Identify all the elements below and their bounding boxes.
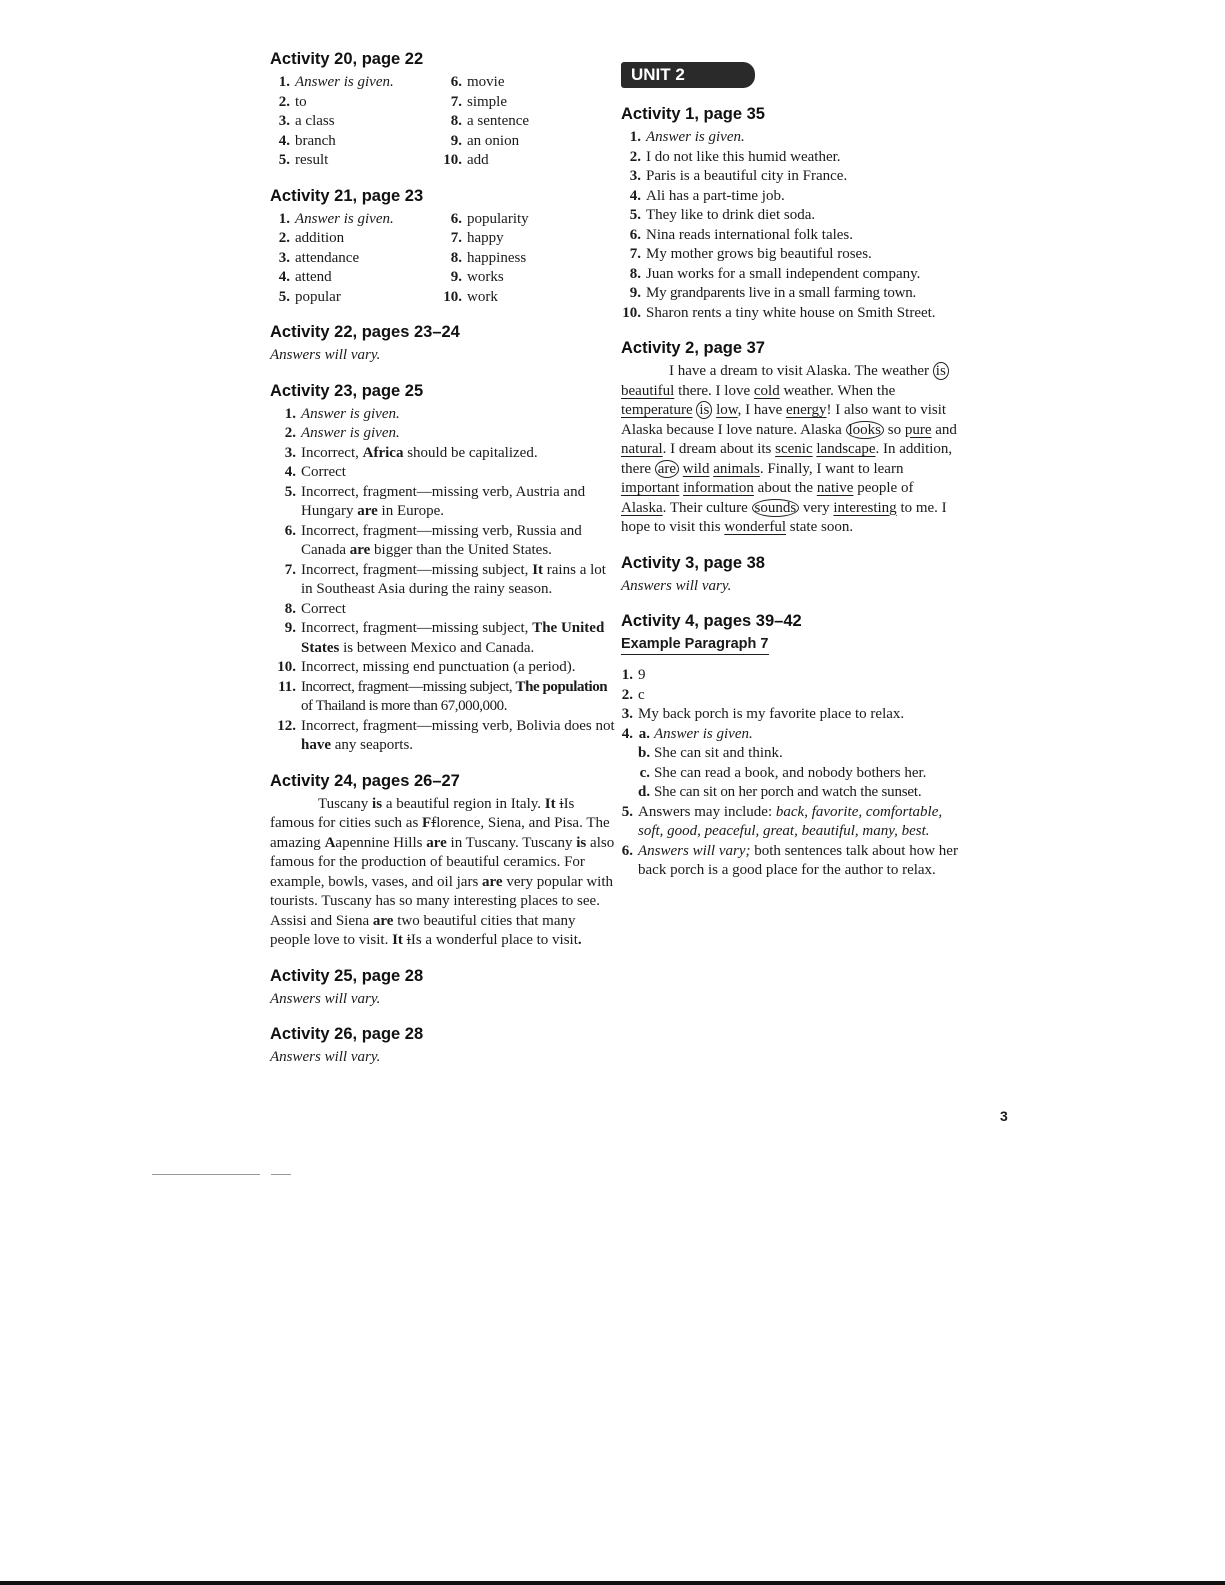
activity-22 (270, 321, 615, 366)
divider (152, 1174, 260, 1175)
answer-grid (270, 73, 615, 171)
answer-column (270, 210, 442, 308)
activity-2 (621, 337, 961, 538)
unit-banner: UNIT 2 (621, 62, 755, 88)
answer-text: Answers will vary. (270, 1049, 381, 1065)
example-paragraph-heading: Example Paragraph 7 (621, 636, 769, 655)
activity-3 (621, 552, 961, 597)
list-item: 12. Incorrect, fragment—missing verb, Bolivia does not have any seaports. (277, 717, 615, 753)
activity-heading: Activity 24, pages 26–27 (270, 771, 460, 790)
activity-25 (270, 965, 615, 1010)
activity-1 (621, 103, 961, 323)
list-item: 8. happiness (450, 249, 527, 266)
answer-text: Answers will vary. (270, 990, 381, 1007)
activity-21 (270, 185, 615, 308)
list-item: 10. Sharon rents a tiny white house on Smith Street. (622, 304, 936, 321)
list-item: 6. popularity (450, 210, 529, 227)
list-item: 6. Incorrect, fragment—missing verb, Russia and Canada are bigger than the United States. (284, 522, 582, 558)
activity-24 (270, 770, 615, 951)
list-item: 10. Incorrect, missing end punctuation (a period). (277, 659, 576, 675)
list-item: 1. Answer is given. (278, 210, 394, 227)
list-item: 3. attendance (278, 249, 360, 266)
list-item: 3. Incorrect, Africa should be capitalized. (284, 444, 538, 461)
list-item: 3. a class (278, 113, 335, 129)
left-column (270, 48, 615, 1082)
answer-column (270, 73, 442, 171)
activity-heading: Activity 20, page 22 (270, 50, 424, 68)
answer-grid (270, 210, 615, 308)
list-item: 10. add (443, 152, 489, 168)
list-item: 9. My grandparents live in a small farming town. (629, 285, 917, 301)
answer-column (442, 210, 529, 308)
list-item: 6. movie (450, 74, 505, 90)
list-item: 2. addition (278, 230, 345, 246)
list-item: 1. 9 (621, 667, 646, 683)
list-item: 6. Nina reads international folk tales. (629, 226, 854, 243)
list-item: 4. a. Answer is given. b. She can sit and think. c. She can read a book, and nobody bothers her. d. She can sit on her porch and watch the sunset. (621, 725, 961, 803)
list-item: 1. Answer is given. (629, 129, 745, 145)
list-item: 5. Incorrect, fragment—missing verb, Austria and Hungary are in Europe. (284, 483, 586, 519)
list-item: 9. works (450, 269, 504, 285)
activity-heading: Activity 25, page 28 (270, 966, 424, 985)
activity-heading: Activity 26, page 28 (270, 1025, 424, 1043)
activity-20 (270, 48, 615, 171)
activity-4 (621, 610, 961, 881)
list-item: 3. Paris is a beautiful city in France. (629, 168, 848, 184)
edited-paragraph: Tuscany is a beautiful region in Italy. It iIs famous for cities such as Fflorence, Siena, and Pisa. The amazing Aapennine Hills are in Tuscany. Tuscany is also famous for the production of beautiful ceramics. For example, bowls, vases, and oil jars are very popular with tourists. Tuscany has so many interesting places to see. Assisi and Siena are two beautiful cities that many people love to visit. It iIs a wonderful place to visit. (270, 795, 615, 948)
list-item: 4. attend (278, 269, 332, 285)
activity-heading: Activity 3, page 38 (621, 553, 765, 572)
list-item: 5. popular (278, 288, 341, 305)
list-item: 5. result (278, 152, 329, 168)
sub-item: c. She can read a book, and nobody bothers her. (639, 764, 927, 781)
activity-26 (270, 1023, 615, 1068)
sub-item: a. Answer is given. (638, 725, 753, 742)
activity-heading: Activity 21, page 23 (270, 186, 424, 205)
list-item: 2. Answer is given. (284, 425, 400, 441)
list-item: 2. I do not like this humid weather. (629, 148, 841, 165)
list-item: 10. work (443, 288, 498, 305)
list-item: 9. an onion (450, 132, 520, 149)
list-item: 7. simple (450, 93, 507, 110)
right-column (621, 48, 961, 895)
answer-text: Answers will vary. (621, 577, 732, 594)
activity-heading: Activity 1, page 35 (621, 105, 765, 123)
list-item: 7. Incorrect, fragment—missing subject, It rains a lot in Southeast Asia during the rainy season. (284, 561, 606, 597)
list-item: 1. Answer is given. (278, 74, 394, 90)
list-item: 3. My back porch is my favorite place to relax. (621, 706, 905, 722)
list-item: 2. to (278, 93, 307, 110)
list-item: 9. Incorrect, fragment—missing subject, The United States is between Mexico and Canada. (284, 620, 605, 656)
sub-item: b. She can sit and think. (638, 745, 783, 761)
list-item: 8. Juan works for a small independent company. (629, 265, 921, 282)
bottom-edge (0, 1581, 1225, 1585)
activity-heading: Activity 2, page 37 (621, 339, 765, 357)
answer-text: Answers will vary. (270, 347, 381, 363)
divider (271, 1174, 291, 1175)
list-item: 4. Ali has a part-time job. (629, 187, 785, 204)
list-item: 8. Correct (284, 600, 346, 617)
list-item: 1. Answer is given. (284, 405, 400, 422)
list-item: 2. c (621, 686, 645, 703)
list-item: 8. a sentence (450, 113, 530, 129)
list-item: 7. happy (450, 230, 504, 246)
sub-item: d. She can sit on her porch and watch the sunset. (638, 784, 922, 800)
list-item: 5. Answers may include: back, favorite, comfortable, soft, good, peaceful, great, beautiful, many, best. (621, 803, 943, 839)
list-item: 4. branch (278, 132, 336, 149)
answer-column (442, 73, 529, 171)
list-item: 7. My mother grows big beautiful roses. (629, 246, 872, 262)
list-item: 5. They like to drink diet soda. (629, 207, 816, 223)
list-item: 11. Incorrect, fragment—missing subject, The population of Thailand is more than 67,000,000. (278, 678, 608, 714)
list-item: 4. Correct (284, 464, 346, 480)
activity-heading: Activity 23, page 25 (270, 381, 424, 400)
page-number: 3 (1000, 1108, 1008, 1124)
list-item: 6. Answers will vary; both sentences talk about how her back porch is a good place for the author to relax. (621, 842, 958, 878)
annotated-paragraph: I have a dream to visit Alaska. The weather is beautiful there. I love cold weather. When the temperature is low, I have energy! I also want to visit Alaska because I love nature. Alaska looks so pure and natural. I dream about its scenic landscape. In addition, there are wild animals. Finally, I want to learn important information about the native people of Alaska. Their culture sounds very interesting to me. I hope to visit this wonderful state soon. (621, 363, 957, 535)
activity-heading: Activity 4, pages 39–42 (621, 612, 802, 630)
activity-heading: Activity 22, pages 23–24 (270, 323, 460, 341)
activity-23 (270, 380, 615, 756)
